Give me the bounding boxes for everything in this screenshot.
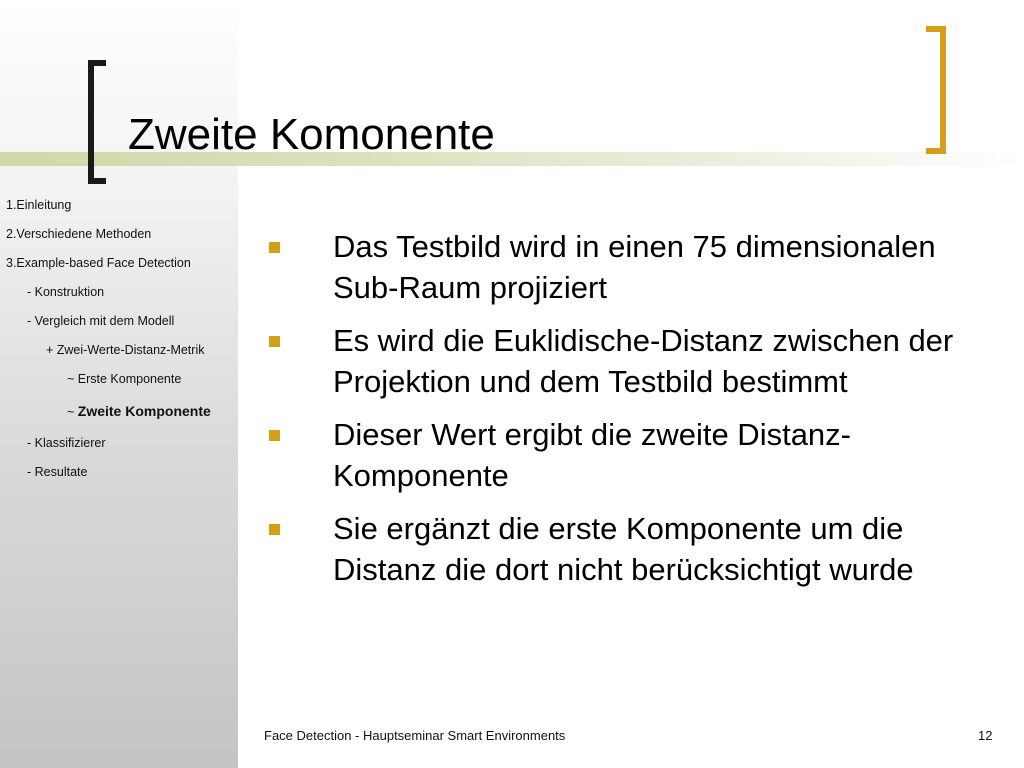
bullet-text: Dieser Wert ergibt die zweite Distanz-Komponente [333,417,851,493]
bullet-square-icon [269,336,280,347]
nav-item-klassifizierer[interactable]: - Klassifizierer [27,436,106,450]
nav-item-erste-komponente[interactable]: ~ Erste Komponente [67,372,182,386]
bullet-item [266,226,986,308]
nav-item-example-based[interactable]: 3.Example-based Face Detection [6,256,191,270]
right-bracket-decoration [926,26,946,154]
nav-item-vergleich[interactable]: - Vergleich mit dem Modell [27,314,175,328]
page-number: 12 [978,728,993,743]
slide-title: Zweite Komonente [128,110,495,159]
bullet-text: Das Testbild wird in einen 75 dimensionalen Sub-Raum projiziert [333,229,936,305]
nav-item-prefix: ~ [67,405,78,419]
nav-item-resultate[interactable]: - Resultate [27,465,88,479]
bullet-item [266,414,986,496]
bullet-text: Es wird die Euklidische-Distanz zwischen der Projektion und dem Testbild bestimmt [333,323,954,399]
bullet-square-icon [269,524,280,535]
left-bracket-decoration [88,60,106,184]
bullet-text: Sie ergänzt die erste Komponente um die Distanz die dort nicht berücksichtigt wurde [333,511,914,587]
nav-item-distanz-metrik[interactable]: + Zwei-Werte-Distanz-Metrik [46,343,205,357]
nav-item-einleitung[interactable]: 1.Einleitung [6,198,72,212]
nav-item-zweite-komponente[interactable] [67,403,211,419]
nav-item-current-label: Zweite Komponente [77,403,211,419]
bullet-item [266,320,986,402]
nav-item-methoden[interactable]: 2.Verschiedene Methoden [6,227,152,241]
nav-item-konstruktion[interactable]: - Konstruktion [27,285,105,299]
bullet-item [266,508,986,590]
bullet-square-icon [269,430,280,441]
bullet-square-icon [269,242,280,253]
slide-footer: Face Detection - Hauptseminar Smart Environments [264,728,566,743]
bullet-list [266,226,986,593]
